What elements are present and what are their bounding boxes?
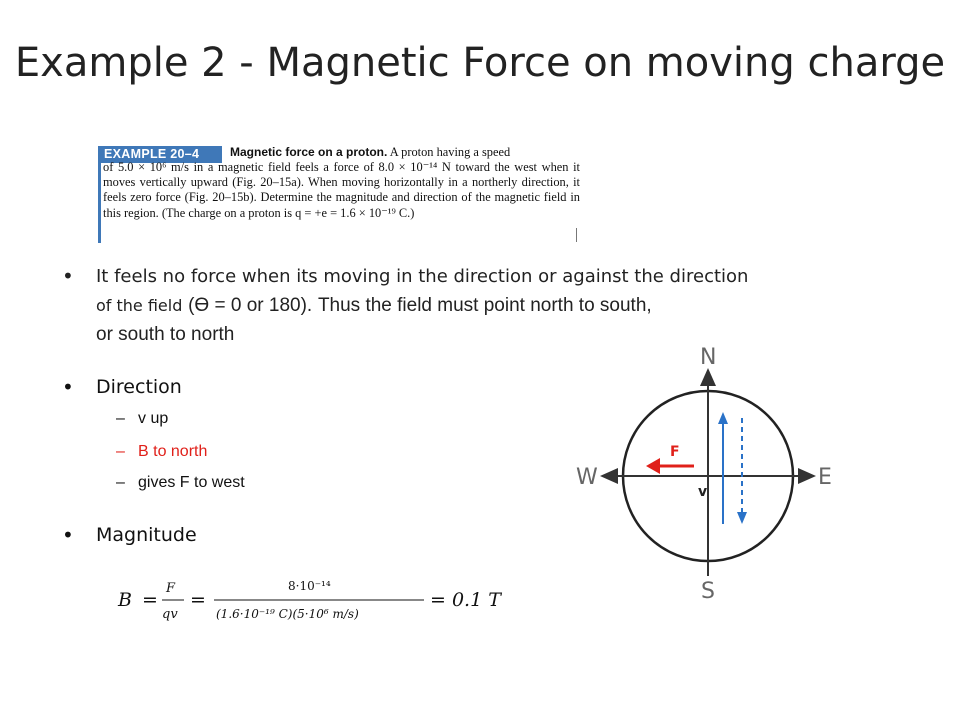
eq-denominator: (1.6·10⁻¹⁹ C)(5·10⁶ m/s)	[216, 607, 359, 621]
magnitude-equation	[116, 572, 536, 632]
eq-lhs: B	[118, 589, 132, 611]
east-arrowhead	[798, 468, 816, 484]
slide-title: Example 2 - Magnetic Force on moving charge	[14, 40, 946, 86]
bullet-text-3: (Ɵ = 0 or 180).	[188, 295, 313, 316]
compass-diagram	[574, 340, 842, 608]
excerpt-body	[103, 160, 580, 221]
bullet-magnitude	[62, 522, 197, 548]
force-arrowhead	[646, 458, 660, 474]
bullet-no-force	[62, 262, 896, 349]
compass-label-s: S	[701, 579, 715, 604]
bullet-text-2: of the field	[96, 296, 183, 315]
excerpt-body-text: of 5.0 × 10⁶ m/s in a magnetic field feels a force of 8.0 × 10⁻¹⁴ N toward the west when it moves vertically upward (Fig. 20–15a). When moving horizontally in a northerly direction, it feels zero force (Fig. 20–15b). Determine the magnitude and direction of the magnetic field in this region. (The charge on a proton is q = +e = 1.6 × 10⁻¹⁹ C.)	[103, 160, 580, 220]
sub-text: B to north	[138, 443, 208, 460]
bullet-text-4: Thus the field must point north to south,	[317, 295, 652, 316]
sub-text: gives F to west	[138, 474, 245, 491]
west-arrowhead	[600, 468, 618, 484]
eq-equals-2: =	[190, 589, 206, 611]
force-label: F	[670, 444, 680, 460]
dashed-velocity-arrowhead	[737, 512, 747, 524]
compass-label-w: W	[576, 465, 598, 490]
eq-result: = 0.1 T	[430, 589, 501, 611]
direction-label: Direction	[96, 376, 182, 398]
eq-equals-1: =	[142, 589, 158, 611]
textbook-excerpt	[96, 140, 582, 246]
excerpt-heading-rest: A proton having a speed	[387, 145, 511, 159]
bullet-text-1: It feels no force when its moving in the direction or against the direction	[96, 266, 749, 287]
sub-dash: –	[116, 474, 125, 491]
velocity-arrowhead	[718, 412, 728, 424]
bullet-dot: •	[62, 523, 74, 547]
excerpt-heading-bold: Magnetic force on a proton.	[230, 145, 388, 159]
eq-F: F	[166, 581, 176, 596]
excerpt-edge-mark	[576, 228, 577, 242]
magnitude-label: Magnitude	[96, 524, 197, 546]
velocity-label: v	[698, 484, 708, 500]
eq-numerator: 8·10⁻¹⁴	[288, 579, 331, 593]
compass-label-e: E	[818, 465, 832, 490]
excerpt-heading	[230, 145, 580, 160]
example-badge: EXAMPLE 20–4	[98, 146, 222, 163]
sub-text: v up	[138, 410, 169, 427]
sub-dash: –	[116, 443, 125, 460]
bullet-dot: •	[62, 375, 74, 399]
excerpt-margin-rule	[98, 163, 101, 243]
compass-label-n: N	[700, 345, 717, 370]
bullet-direction	[62, 374, 182, 400]
north-arrowhead	[700, 368, 716, 386]
sub-dash: –	[116, 410, 125, 427]
eq-qv: qv	[162, 607, 178, 622]
bullet-dot: •	[62, 264, 74, 288]
bullet-text-5: or south to north	[96, 324, 235, 345]
